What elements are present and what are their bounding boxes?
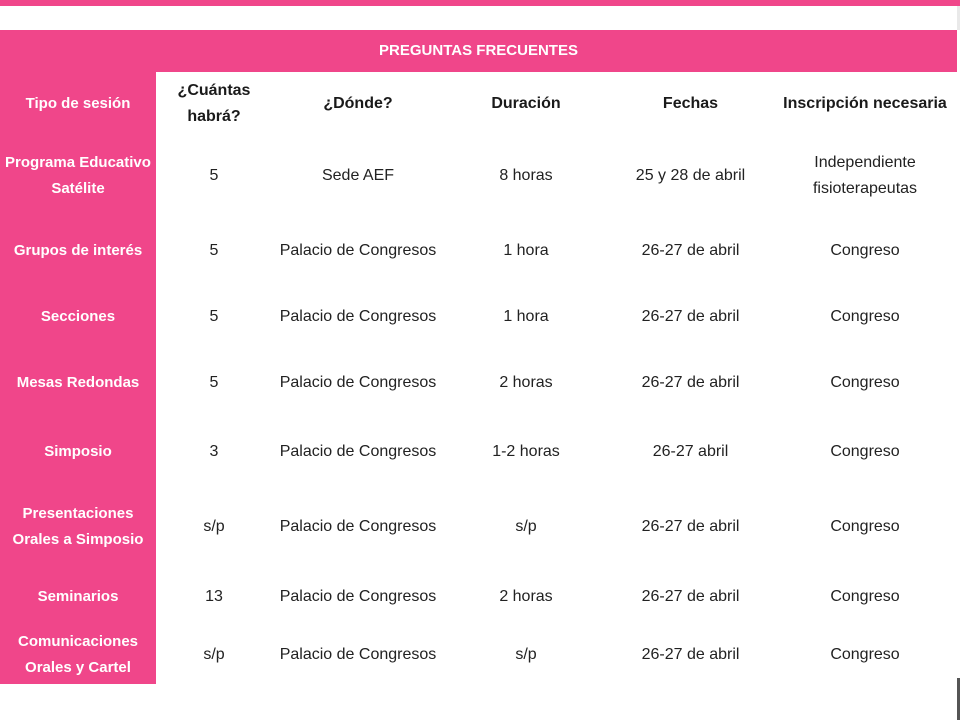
row-label: Programa Educativo Satélite (0, 136, 156, 216)
cell-count: 13 (205, 588, 223, 605)
table-row (0, 568, 957, 626)
cell-count: 3 (209, 443, 219, 460)
cell-duration: 1 hora (503, 308, 549, 325)
cell-registration: Congreso (830, 443, 900, 460)
cell-registration: Independiente fisioterapeutas (812, 154, 918, 197)
cell-where: Palacio de Congresos (279, 518, 437, 535)
header-duration: Duración (491, 95, 561, 112)
cell-count: 5 (209, 308, 219, 325)
cell-registration: Congreso (830, 646, 900, 663)
faq-table (0, 30, 957, 684)
cell-duration: s/p (515, 646, 537, 663)
row-label: Simposio (0, 418, 156, 486)
cell-registration: Congreso (830, 308, 900, 325)
cell-where: Palacio de Congresos (279, 242, 437, 259)
row-label: Secciones (0, 286, 156, 348)
row-label: Seminarios (0, 568, 156, 626)
header-dates: Fechas (662, 95, 719, 112)
table-title: PREGUNTAS FRECUENTES (0, 30, 957, 72)
table-row (0, 216, 957, 286)
cell-count: s/p (203, 646, 225, 663)
row-label: Mesas Redondas (0, 348, 156, 418)
cell-dates: 26-27 de abril (641, 646, 740, 663)
cell-registration: Congreso (830, 518, 900, 535)
table-row (0, 286, 957, 348)
table-row (0, 626, 957, 684)
cell-registration: Congreso (830, 374, 900, 391)
header-registration: Inscripción necesaria (783, 95, 947, 112)
row-label: Presentaciones Orales a Simposio (0, 486, 156, 568)
cell-where: Palacio de Congresos (279, 588, 437, 605)
cell-dates: 26-27 de abril (641, 518, 740, 535)
header-session-type: Tipo de sesión (0, 72, 156, 136)
cell-count: 5 (209, 167, 219, 184)
cell-duration: 2 horas (499, 374, 553, 391)
table-row (0, 418, 957, 486)
header-where: ¿Dónde? (323, 95, 393, 112)
cell-dates: 26-27 abril (652, 443, 729, 460)
cell-duration: 1-2 horas (492, 443, 560, 460)
cell-where: Palacio de Congresos (279, 308, 437, 325)
cell-dates: 26-27 de abril (641, 242, 740, 259)
top-accent-bar (0, 0, 960, 6)
cell-count: 5 (209, 374, 219, 391)
row-label: Grupos de interés (0, 216, 156, 286)
cell-dates: 26-27 de abril (641, 374, 740, 391)
table-row (0, 136, 957, 216)
cell-registration: Congreso (830, 588, 900, 605)
cell-duration: 8 horas (499, 167, 553, 184)
cell-count: 5 (209, 242, 219, 259)
row-label: Comunicaciones Orales y Cartel (0, 626, 156, 684)
table-row (0, 348, 957, 418)
cell-dates: 25 y 28 de abril (635, 167, 746, 184)
cell-where: Palacio de Congresos (279, 646, 437, 663)
cell-where: Sede AEF (321, 167, 395, 184)
cell-dates: 26-27 de abril (641, 588, 740, 605)
cell-where: Palacio de Congresos (279, 374, 437, 391)
cell-dates: 26-27 de abril (641, 308, 740, 325)
cell-duration: 1 hora (503, 242, 549, 259)
cell-where: Palacio de Congresos (279, 443, 437, 460)
cell-duration: 2 horas (499, 588, 553, 605)
header-row (0, 72, 957, 136)
cell-registration: Congreso (830, 242, 900, 259)
table-row (0, 486, 957, 568)
cell-duration: s/p (515, 518, 537, 535)
cell-count: s/p (203, 518, 225, 535)
header-count: ¿Cuántas habrá? (177, 82, 251, 125)
